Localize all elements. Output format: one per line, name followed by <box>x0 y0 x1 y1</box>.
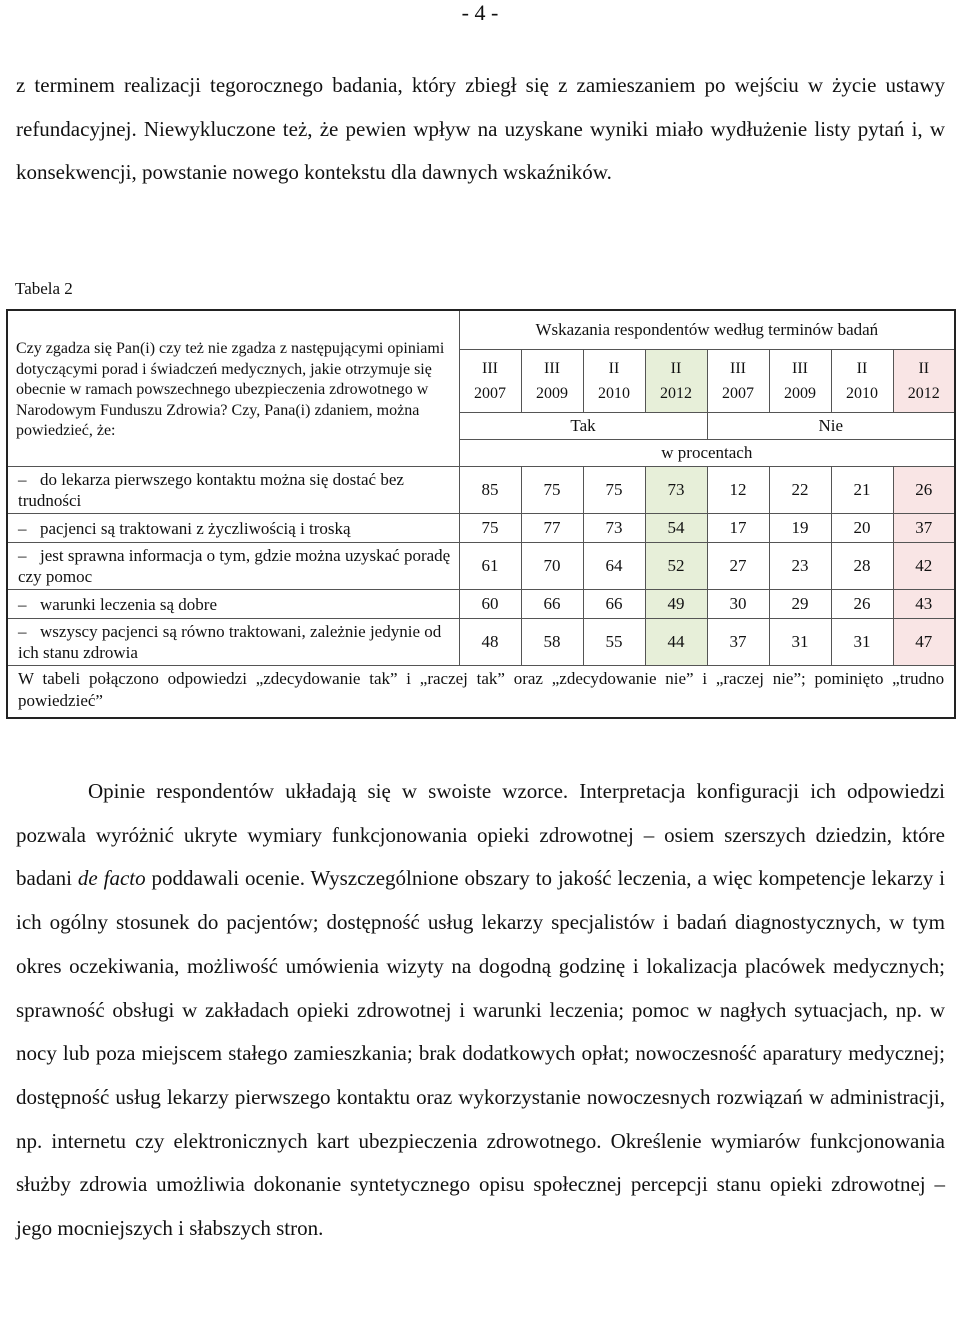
group-tak: Tak <box>459 413 707 440</box>
column-year: 2012 <box>907 385 940 402</box>
value-cell: 31 <box>831 619 893 666</box>
value-cell: 75 <box>459 514 521 543</box>
row-label <box>7 590 459 619</box>
row-label-text: do lekarza pierwszego kontaktu można się dostać bez trudności <box>18 470 404 510</box>
row-label <box>7 619 459 666</box>
row-label <box>7 543 459 590</box>
page-number: - 4 - <box>461 0 499 25</box>
value-cell: 54 <box>645 514 707 543</box>
value-cell: 28 <box>831 543 893 590</box>
value-cell: 30 <box>707 590 769 619</box>
dash-marker: – <box>18 546 27 565</box>
dash-marker: – <box>18 470 27 489</box>
row-label-text: wszyscy pacjenci są równo traktowani, zależnie jedynie od ich stanu zdrowia <box>18 622 442 662</box>
column-roman: III <box>544 360 560 377</box>
column-roman: III <box>482 360 498 377</box>
column-roman: II <box>670 360 682 377</box>
column-year: 2009 <box>784 385 816 402</box>
group-nie: Nie <box>707 413 955 440</box>
table-header: Wskazania respondentów według terminów badań <box>459 310 955 350</box>
column-roman: II <box>856 360 868 377</box>
column-year: 2007 <box>474 385 506 402</box>
column-roman: III <box>792 360 808 377</box>
table-row <box>7 619 955 666</box>
column-roman: II <box>918 360 930 377</box>
unit-label: w procentach <box>459 440 955 467</box>
value-cell: 75 <box>521 467 583 514</box>
value-cell: 43 <box>893 590 955 619</box>
column-header <box>831 350 893 413</box>
value-cell: 17 <box>707 514 769 543</box>
value-cell: 42 <box>893 543 955 590</box>
table-footnote: W tabeli połączono odpowiedzi „zdecydowanie tak” i „raczej tak” oraz „zdecydowanie nie” i „raczej nie”; pominięto „trudno powiedzieć” <box>7 666 955 719</box>
column-year: 2009 <box>536 385 568 402</box>
value-cell: 70 <box>521 543 583 590</box>
value-cell: 21 <box>831 467 893 514</box>
value-cell: 26 <box>831 590 893 619</box>
column-roman: II <box>608 360 620 377</box>
value-cell: 37 <box>893 514 955 543</box>
dash-marker: – <box>18 594 27 614</box>
value-cell: 61 <box>459 543 521 590</box>
value-cell: 44 <box>645 619 707 666</box>
row-label-text: pacjenci są traktowani z życzliwością i troską <box>40 518 351 538</box>
value-cell: 73 <box>645 467 707 514</box>
column-header <box>583 350 645 413</box>
value-cell: 37 <box>707 619 769 666</box>
survey-table <box>6 309 956 719</box>
value-cell: 55 <box>583 619 645 666</box>
value-cell: 85 <box>459 467 521 514</box>
value-cell: 29 <box>769 590 831 619</box>
value-cell: 64 <box>583 543 645 590</box>
body-text-2: poddawali ocenie. Wyszczególnione obszary to jakość leczenia, a więc kompetencje lekarzy i ich ogólny stosunek do pacjentów; dostępność usług lekarzy specjalistów i badań diagnostycznych, w tym okres oczekiwania, możliwość umówienia wizyty na dogodną godzinę i lokalizacja placówek medycznych; sprawność obsługi w zakładach opieki zdrowotnej i warunki leczenia; pomoc w nagłych sytuacjach, np. w nocy lub poza miejscem stałego zamieszkania; brak dodatkowych opłat; nowoczesność aparatury medycznej; dostępność usług lekarzy pierwszego kontaktu oraz wykorzystanie nowoczesnych rozwiązań w administracji, np. internetu czy elektronicznych kart ubezpieczenia zdrowotnego. Określenie wymiarów funkcjonowania służby zdrowia umożliwia dokonanie syntetycznego opisu społecznej percepcji stanu opieki zdrowotnej – jego mocniejszych i słabszych stron. <box>16 866 945 1241</box>
value-cell: 31 <box>769 619 831 666</box>
row-label-text: jest sprawna informacja o tym, gdzie można uzyskać poradę czy pomoc <box>18 546 451 586</box>
value-cell: 26 <box>893 467 955 514</box>
value-cell: 73 <box>583 514 645 543</box>
column-year: 2010 <box>846 385 878 402</box>
value-cell: 66 <box>583 590 645 619</box>
value-cell: 66 <box>521 590 583 619</box>
value-cell: 20 <box>831 514 893 543</box>
row-label <box>7 514 459 543</box>
value-cell: 60 <box>459 590 521 619</box>
value-cell: 75 <box>583 467 645 514</box>
table-row <box>7 590 955 619</box>
table-question: Czy zgadza się Pan(i) czy też nie zgadza z następującymi opiniami dotyczącymi porad i świadczeń medycznych, jakie otrzymuje się obecnie w ramach powszechnego ubezpieczenia zdrowotnego w Narodowym Funduszu Zdrowia? Czy, Pana(i) zdaniem, można powiedzieć, że: <box>7 310 459 467</box>
column-year: 2007 <box>722 385 754 402</box>
column-header <box>707 350 769 413</box>
value-cell: 49 <box>645 590 707 619</box>
table-row <box>7 467 955 514</box>
value-cell: 77 <box>521 514 583 543</box>
column-header <box>459 350 521 413</box>
value-cell: 27 <box>707 543 769 590</box>
dash-marker: – <box>18 622 27 641</box>
value-cell: 12 <box>707 467 769 514</box>
body-paragraph <box>16 770 945 1251</box>
value-cell: 58 <box>521 619 583 666</box>
table-caption: Tabela 2 <box>15 279 73 298</box>
intro-paragraph: z terminem realizacji tegorocznego badania, który zbiegł się z zamieszaniem po wejściu w życie ustawy refundacyjnej. Niewykluczone też, że pewien wpływ na uzyskane wyniki miało wydłużenie listy pytań i, w konsekwencji, powstanie nowego kontekstu dla dawnych wskaźników. <box>16 73 945 184</box>
value-cell: 22 <box>769 467 831 514</box>
dash-marker: – <box>18 518 27 538</box>
column-header <box>521 350 583 413</box>
value-cell: 23 <box>769 543 831 590</box>
table-row <box>7 514 955 543</box>
row-label-text: warunki leczenia są dobre <box>40 594 217 614</box>
column-year: 2010 <box>598 385 630 402</box>
value-cell: 48 <box>459 619 521 666</box>
column-header <box>769 350 831 413</box>
body-text-1: Opinie respondentów układają się w swoiste wzorce. Interpretacja konfiguracji ich odpowiedzi pozwala wyróżnić ukryte wymiary funkcjonowania opieki zdrowotnej – osiem szerszych dziedzin, które badani <box>16 779 945 891</box>
body-italic: de facto <box>77 866 146 891</box>
value-cell: 19 <box>769 514 831 543</box>
row-label <box>7 467 459 514</box>
column-roman: III <box>730 360 746 377</box>
value-cell: 47 <box>893 619 955 666</box>
value-cell: 52 <box>645 543 707 590</box>
column-year: 2012 <box>660 385 692 402</box>
table-row <box>7 543 955 590</box>
column-header <box>893 350 955 413</box>
column-header <box>645 350 707 413</box>
